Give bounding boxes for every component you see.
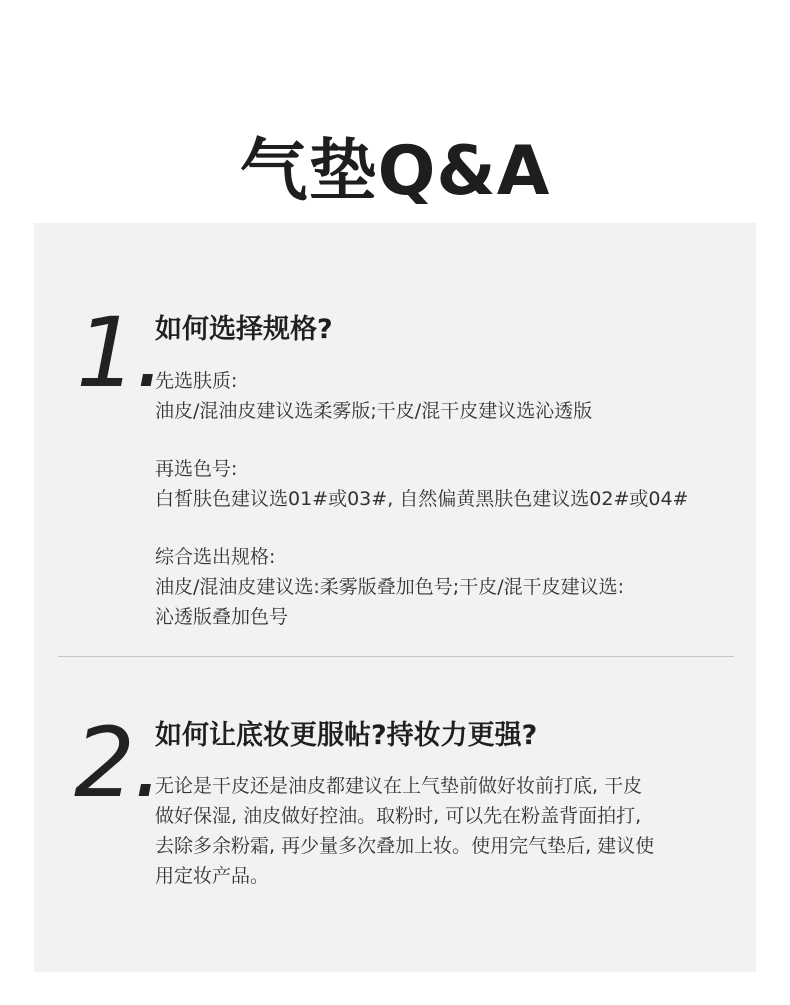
answer-paragraph-shade	[155, 454, 725, 514]
answer-line: 再选色号:	[155, 458, 238, 480]
qa-item-longwear	[34, 657, 756, 972]
answer-line: 白皙肤色建议选01#或03#, 自然偏黄黑肤色建议选02#或04#	[155, 488, 689, 510]
page-title: 气垫Q&A	[239, 131, 551, 211]
answer-line: 用定妆产品。	[155, 865, 270, 887]
answer-line: 先选肤质:	[155, 370, 238, 392]
answer-paragraph	[155, 771, 725, 891]
qa-panel	[34, 223, 756, 972]
answer-line: 去除多余粉霜, 再少量多次叠加上妆。使用完气垫后, 建议使	[155, 835, 655, 857]
question-heading: 如何选择规格?	[155, 314, 333, 345]
answer-line: 无论是干皮还是油皮都建议在上气垫前做好妆前打底, 干皮	[155, 775, 643, 797]
question-heading: 如何让底妆更服帖?持妆力更强?	[155, 720, 538, 751]
answer-line: 沁透版叠加色号	[155, 606, 289, 628]
answer-paragraph-combined	[155, 542, 725, 632]
answer-line: 做好保湿, 油皮做好控油。取粉时, 可以先在粉盖背面拍打,	[155, 805, 642, 827]
answer-paragraph-skin-type	[155, 366, 725, 426]
answer-body	[155, 771, 725, 891]
qa-item-choose-spec	[34, 223, 756, 656]
question-number: 1.	[76, 297, 164, 409]
answer-line: 油皮/混油皮建议选柔雾版;干皮/混干皮建议选沁透版	[155, 400, 593, 422]
answer-line: 油皮/混油皮建议选:柔雾版叠加色号;干皮/混干皮建议选:	[155, 576, 625, 598]
answer-line: 综合选出规格:	[155, 546, 276, 568]
answer-body	[155, 366, 725, 632]
question-number: 2.	[74, 707, 162, 819]
